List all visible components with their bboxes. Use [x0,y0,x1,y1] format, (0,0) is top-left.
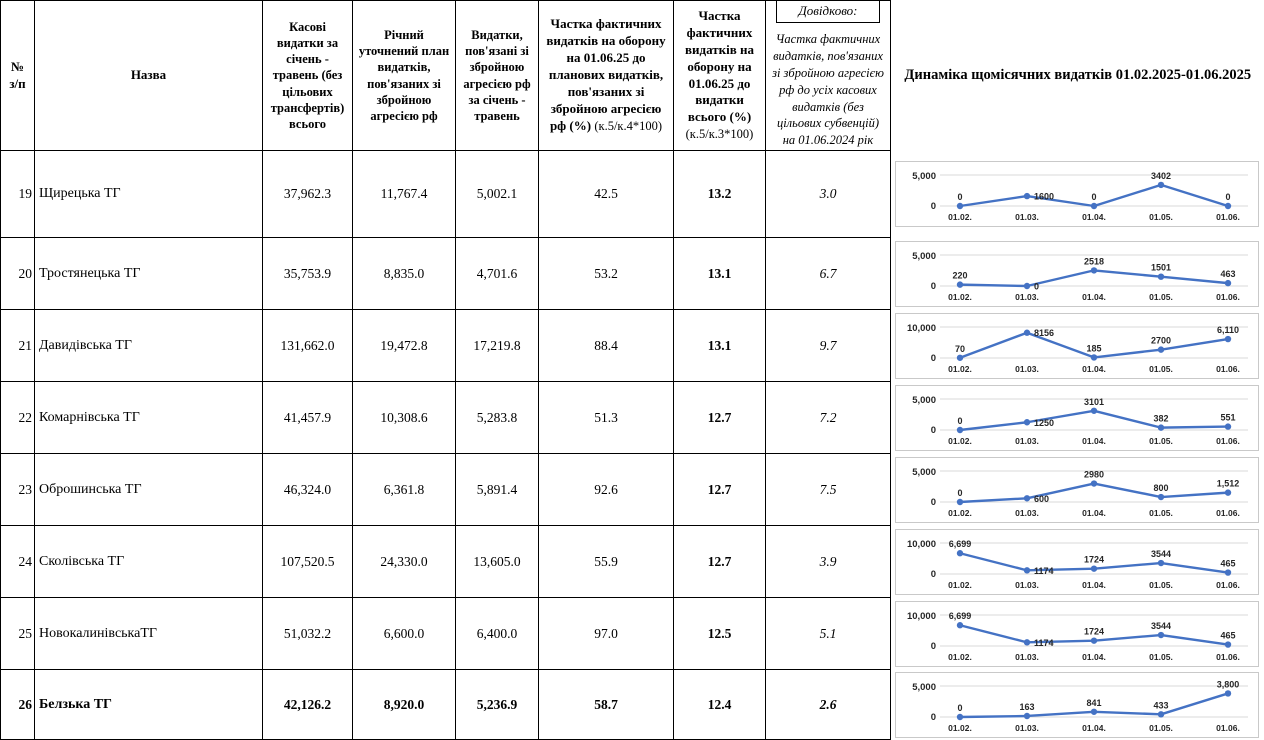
svg-text:2700: 2700 [1151,335,1171,345]
svg-text:10,000: 10,000 [907,323,936,334]
svg-text:01.02.: 01.02. [948,508,972,518]
table-row [1,310,1264,382]
svg-text:10,000: 10,000 [907,539,936,550]
svg-text:841: 841 [1086,697,1101,707]
svg-text:0: 0 [1225,192,1230,202]
annual-plan: 11,767.4 [353,151,456,238]
reference-share: 7.5 [766,454,891,526]
line-chart [895,529,1259,595]
svg-text:0: 0 [1091,192,1096,202]
line-chart [895,672,1259,738]
annual-plan: 6,600.0 [353,598,456,670]
svg-text:01.05.: 01.05. [1149,580,1173,590]
table-body [1,151,1264,740]
svg-text:0: 0 [957,192,962,202]
svg-text:6,699: 6,699 [949,539,972,549]
line-chart [895,241,1259,307]
svg-text:01.05.: 01.05. [1149,292,1173,302]
row-number: 24 [1,526,35,598]
svg-text:01.06.: 01.06. [1216,580,1240,590]
share-of-plan: 88.4 [539,310,674,382]
svg-text:0: 0 [957,416,962,426]
line-chart [895,313,1259,379]
svg-text:3,800: 3,800 [1217,679,1240,689]
svg-text:5,000: 5,000 [912,682,936,693]
svg-text:2518: 2518 [1084,256,1104,266]
war-expenditures: 6,400.0 [456,598,539,670]
svg-text:220: 220 [952,270,967,280]
annual-plan: 6,361.8 [353,454,456,526]
svg-text:10,000: 10,000 [907,611,936,622]
svg-text:800: 800 [1153,483,1168,493]
war-expenditures: 5,283.8 [456,382,539,454]
share-of-plan: 42.5 [539,151,674,238]
reference-title: Довідково: [776,1,880,23]
share-of-total: 13.1 [674,238,766,310]
share-of-plan: 53.2 [539,238,674,310]
community-name: Оброшинська ТГ [35,454,263,526]
svg-text:3402: 3402 [1151,171,1171,181]
share-of-plan: 51.3 [539,382,674,454]
col-header-num: № з/п [1,1,35,151]
svg-text:01.04.: 01.04. [1082,212,1106,222]
community-name: Комарнівська ТГ [35,382,263,454]
war-expenditures: 4,701.6 [456,238,539,310]
svg-text:01.05.: 01.05. [1149,364,1173,374]
war-expenditures: 5,236.9 [456,670,539,740]
reference-share: 5.1 [766,598,891,670]
svg-text:0: 0 [931,497,936,508]
share-of-plan: 92.6 [539,454,674,526]
share-of-total: 13.1 [674,310,766,382]
line-chart [895,385,1259,451]
cash-expenditures: 51,032.2 [263,598,353,670]
line-chart [895,601,1259,667]
svg-text:70: 70 [955,343,965,353]
table-row [1,382,1264,454]
reference-note: Частка фактичних видатків, пов'язаних зі збройною агресією рф до усіх касових видатків (без цільових субвенцій) на 01.06.2024 рік [766,23,890,149]
row-number: 20 [1,238,35,310]
svg-text:1174: 1174 [1034,637,1054,647]
annual-plan: 19,472.8 [353,310,456,382]
share-of-total: 13.2 [674,151,766,238]
col-header-name: Назва [35,1,263,151]
share-total-label: Частка фактичних видатків на оборону на 01.06.25 до видатки всього (%) [685,8,754,124]
reference-share: 9.7 [766,310,891,382]
dynamics-chart-cell [891,670,1264,740]
svg-text:5,000: 5,000 [912,467,936,478]
svg-text:1,512: 1,512 [1217,478,1240,488]
col-header-plan: Річний уточнений план видатків, пов'язаних зі збройною агресією рф [353,1,456,151]
cash-expenditures: 41,457.9 [263,382,353,454]
svg-text:0: 0 [931,353,936,364]
svg-text:01.06.: 01.06. [1216,212,1240,222]
cash-expenditures: 46,324.0 [263,454,353,526]
svg-text:0: 0 [931,712,936,723]
svg-text:2980: 2980 [1084,469,1104,479]
table-row [1,454,1264,526]
share-of-total: 12.4 [674,670,766,740]
svg-text:463: 463 [1220,269,1235,279]
svg-text:551: 551 [1220,412,1235,422]
share-plan-formula: (к.5/к.4*100) [594,119,662,133]
header-row [1,1,1264,151]
line-chart [895,161,1259,227]
svg-text:01.02.: 01.02. [948,652,972,662]
svg-text:01.04.: 01.04. [1082,580,1106,590]
svg-text:01.05.: 01.05. [1149,212,1173,222]
table-row [1,238,1264,310]
svg-text:01.06.: 01.06. [1216,723,1240,733]
row-number: 25 [1,598,35,670]
war-expenditures: 5,891.4 [456,454,539,526]
col-header-expenses: Видатки, пов'язані зі збройною агресією рф за січень - травень [456,1,539,151]
svg-text:01.02.: 01.02. [948,723,972,733]
row-number: 26 [1,670,35,740]
col-header-reference [766,1,891,151]
row-number: 21 [1,310,35,382]
svg-text:01.04.: 01.04. [1082,723,1106,733]
annual-plan: 24,330.0 [353,526,456,598]
svg-text:0: 0 [1034,281,1039,291]
reference-share: 7.2 [766,382,891,454]
svg-text:1724: 1724 [1084,554,1104,564]
svg-text:3101: 3101 [1084,396,1104,406]
share-total-formula: (к.5/к.3*100) [686,127,754,141]
svg-text:01.02.: 01.02. [948,212,972,222]
svg-text:01.04.: 01.04. [1082,652,1106,662]
reference-share: 3.9 [766,526,891,598]
svg-text:01.04.: 01.04. [1082,364,1106,374]
svg-text:01.05.: 01.05. [1149,508,1173,518]
svg-text:01.03.: 01.03. [1015,652,1039,662]
svg-text:01.03.: 01.03. [1015,508,1039,518]
dynamics-chart-cell [891,151,1264,238]
line-chart [895,457,1259,523]
svg-text:01.04.: 01.04. [1082,292,1106,302]
dynamics-chart-cell [891,238,1264,310]
row-number: 22 [1,382,35,454]
svg-text:1724: 1724 [1084,626,1104,636]
cash-expenditures: 107,520.5 [263,526,353,598]
svg-text:01.06.: 01.06. [1216,364,1240,374]
cash-expenditures: 35,753.9 [263,238,353,310]
war-expenditures: 5,002.1 [456,151,539,238]
svg-text:0: 0 [957,488,962,498]
table-row [1,598,1264,670]
svg-text:01.03.: 01.03. [1015,580,1039,590]
svg-text:01.05.: 01.05. [1149,436,1173,446]
svg-text:6,110: 6,110 [1217,325,1239,335]
svg-text:01.06.: 01.06. [1216,508,1240,518]
col-header-cash: Касові видатки за січень - травень (без цільових трансфертів) всього [263,1,353,151]
svg-text:0: 0 [931,425,936,436]
share-of-plan: 97.0 [539,598,674,670]
annual-plan: 8,920.0 [353,670,456,740]
svg-text:6,699: 6,699 [949,611,972,621]
share-plan-label: Частка фактичних видатків на оборону на 01.06.25 до планових видатків, пов'язаних зі збройною агресією рф (%) [546,16,665,132]
svg-text:01.02.: 01.02. [948,436,972,446]
svg-text:1250: 1250 [1034,417,1054,427]
svg-text:3544: 3544 [1151,621,1171,631]
cash-expenditures: 131,662.0 [263,310,353,382]
share-of-plan: 55.9 [539,526,674,598]
svg-text:01.02.: 01.02. [948,364,972,374]
svg-text:01.06.: 01.06. [1216,652,1240,662]
annual-plan: 10,308.6 [353,382,456,454]
war-expenditures: 13,605.0 [456,526,539,598]
svg-text:5,000: 5,000 [912,395,936,406]
row-number: 19 [1,151,35,238]
col-header-share-plan [539,1,674,151]
share-of-total: 12.7 [674,526,766,598]
community-name: Белзька ТГ [35,670,263,740]
svg-text:01.03.: 01.03. [1015,292,1039,302]
community-name: Тростянецька ТГ [35,238,263,310]
dynamics-chart-cell [891,310,1264,382]
share-of-plan: 58.7 [539,670,674,740]
table-row [1,526,1264,598]
col-header-dynamics: Динаміка щомісячних видатків 01.02.2025-01.06.2025 [891,1,1264,151]
svg-text:01.05.: 01.05. [1149,652,1173,662]
svg-text:1501: 1501 [1151,262,1171,272]
community-name: Щирецька ТГ [35,151,263,238]
svg-text:01.04.: 01.04. [1082,436,1106,446]
svg-text:1600: 1600 [1034,192,1054,202]
share-of-total: 12.7 [674,454,766,526]
svg-text:5,000: 5,000 [912,171,936,182]
svg-text:8156: 8156 [1034,328,1054,338]
dynamics-chart-cell [891,526,1264,598]
svg-text:465: 465 [1220,558,1235,568]
svg-text:0: 0 [931,641,936,652]
reference-share: 2.6 [766,670,891,740]
svg-text:01.05.: 01.05. [1149,723,1173,733]
svg-text:01.03.: 01.03. [1015,364,1039,374]
svg-text:01.06.: 01.06. [1216,436,1240,446]
share-of-total: 12.7 [674,382,766,454]
dynamics-chart-cell [891,598,1264,670]
share-of-total: 12.5 [674,598,766,670]
svg-text:465: 465 [1220,630,1235,640]
svg-text:0: 0 [931,281,936,292]
community-name: Сколівська ТГ [35,526,263,598]
svg-text:01.06.: 01.06. [1216,292,1240,302]
svg-text:01.03.: 01.03. [1015,436,1039,446]
svg-text:185: 185 [1086,343,1101,353]
table-row [1,151,1264,238]
cash-expenditures: 37,962.3 [263,151,353,238]
svg-text:163: 163 [1019,701,1034,711]
dynamics-chart-cell [891,382,1264,454]
svg-text:01.03.: 01.03. [1015,212,1039,222]
row-number: 23 [1,454,35,526]
svg-text:433: 433 [1153,700,1168,710]
svg-text:3544: 3544 [1151,549,1171,559]
svg-text:01.04.: 01.04. [1082,508,1106,518]
svg-text:5,000: 5,000 [912,251,936,262]
svg-text:01.03.: 01.03. [1015,723,1039,733]
col-header-share-total [674,1,766,151]
dynamics-chart-cell [891,454,1264,526]
table-row [1,670,1264,740]
svg-text:01.02.: 01.02. [948,580,972,590]
svg-text:0: 0 [957,703,962,713]
community-name: Давидівська ТГ [35,310,263,382]
svg-text:0: 0 [931,201,936,212]
reference-share: 6.7 [766,238,891,310]
svg-text:1174: 1174 [1034,565,1054,575]
community-name: НовокалинівськаТГ [35,598,263,670]
reference-share: 3.0 [766,151,891,238]
annual-plan: 8,835.0 [353,238,456,310]
svg-text:382: 382 [1153,413,1168,423]
svg-text:0: 0 [931,569,936,580]
svg-text:600: 600 [1034,493,1049,503]
war-expenditures: 17,219.8 [456,310,539,382]
cash-expenditures: 42,126.2 [263,670,353,740]
svg-text:01.02.: 01.02. [948,292,972,302]
